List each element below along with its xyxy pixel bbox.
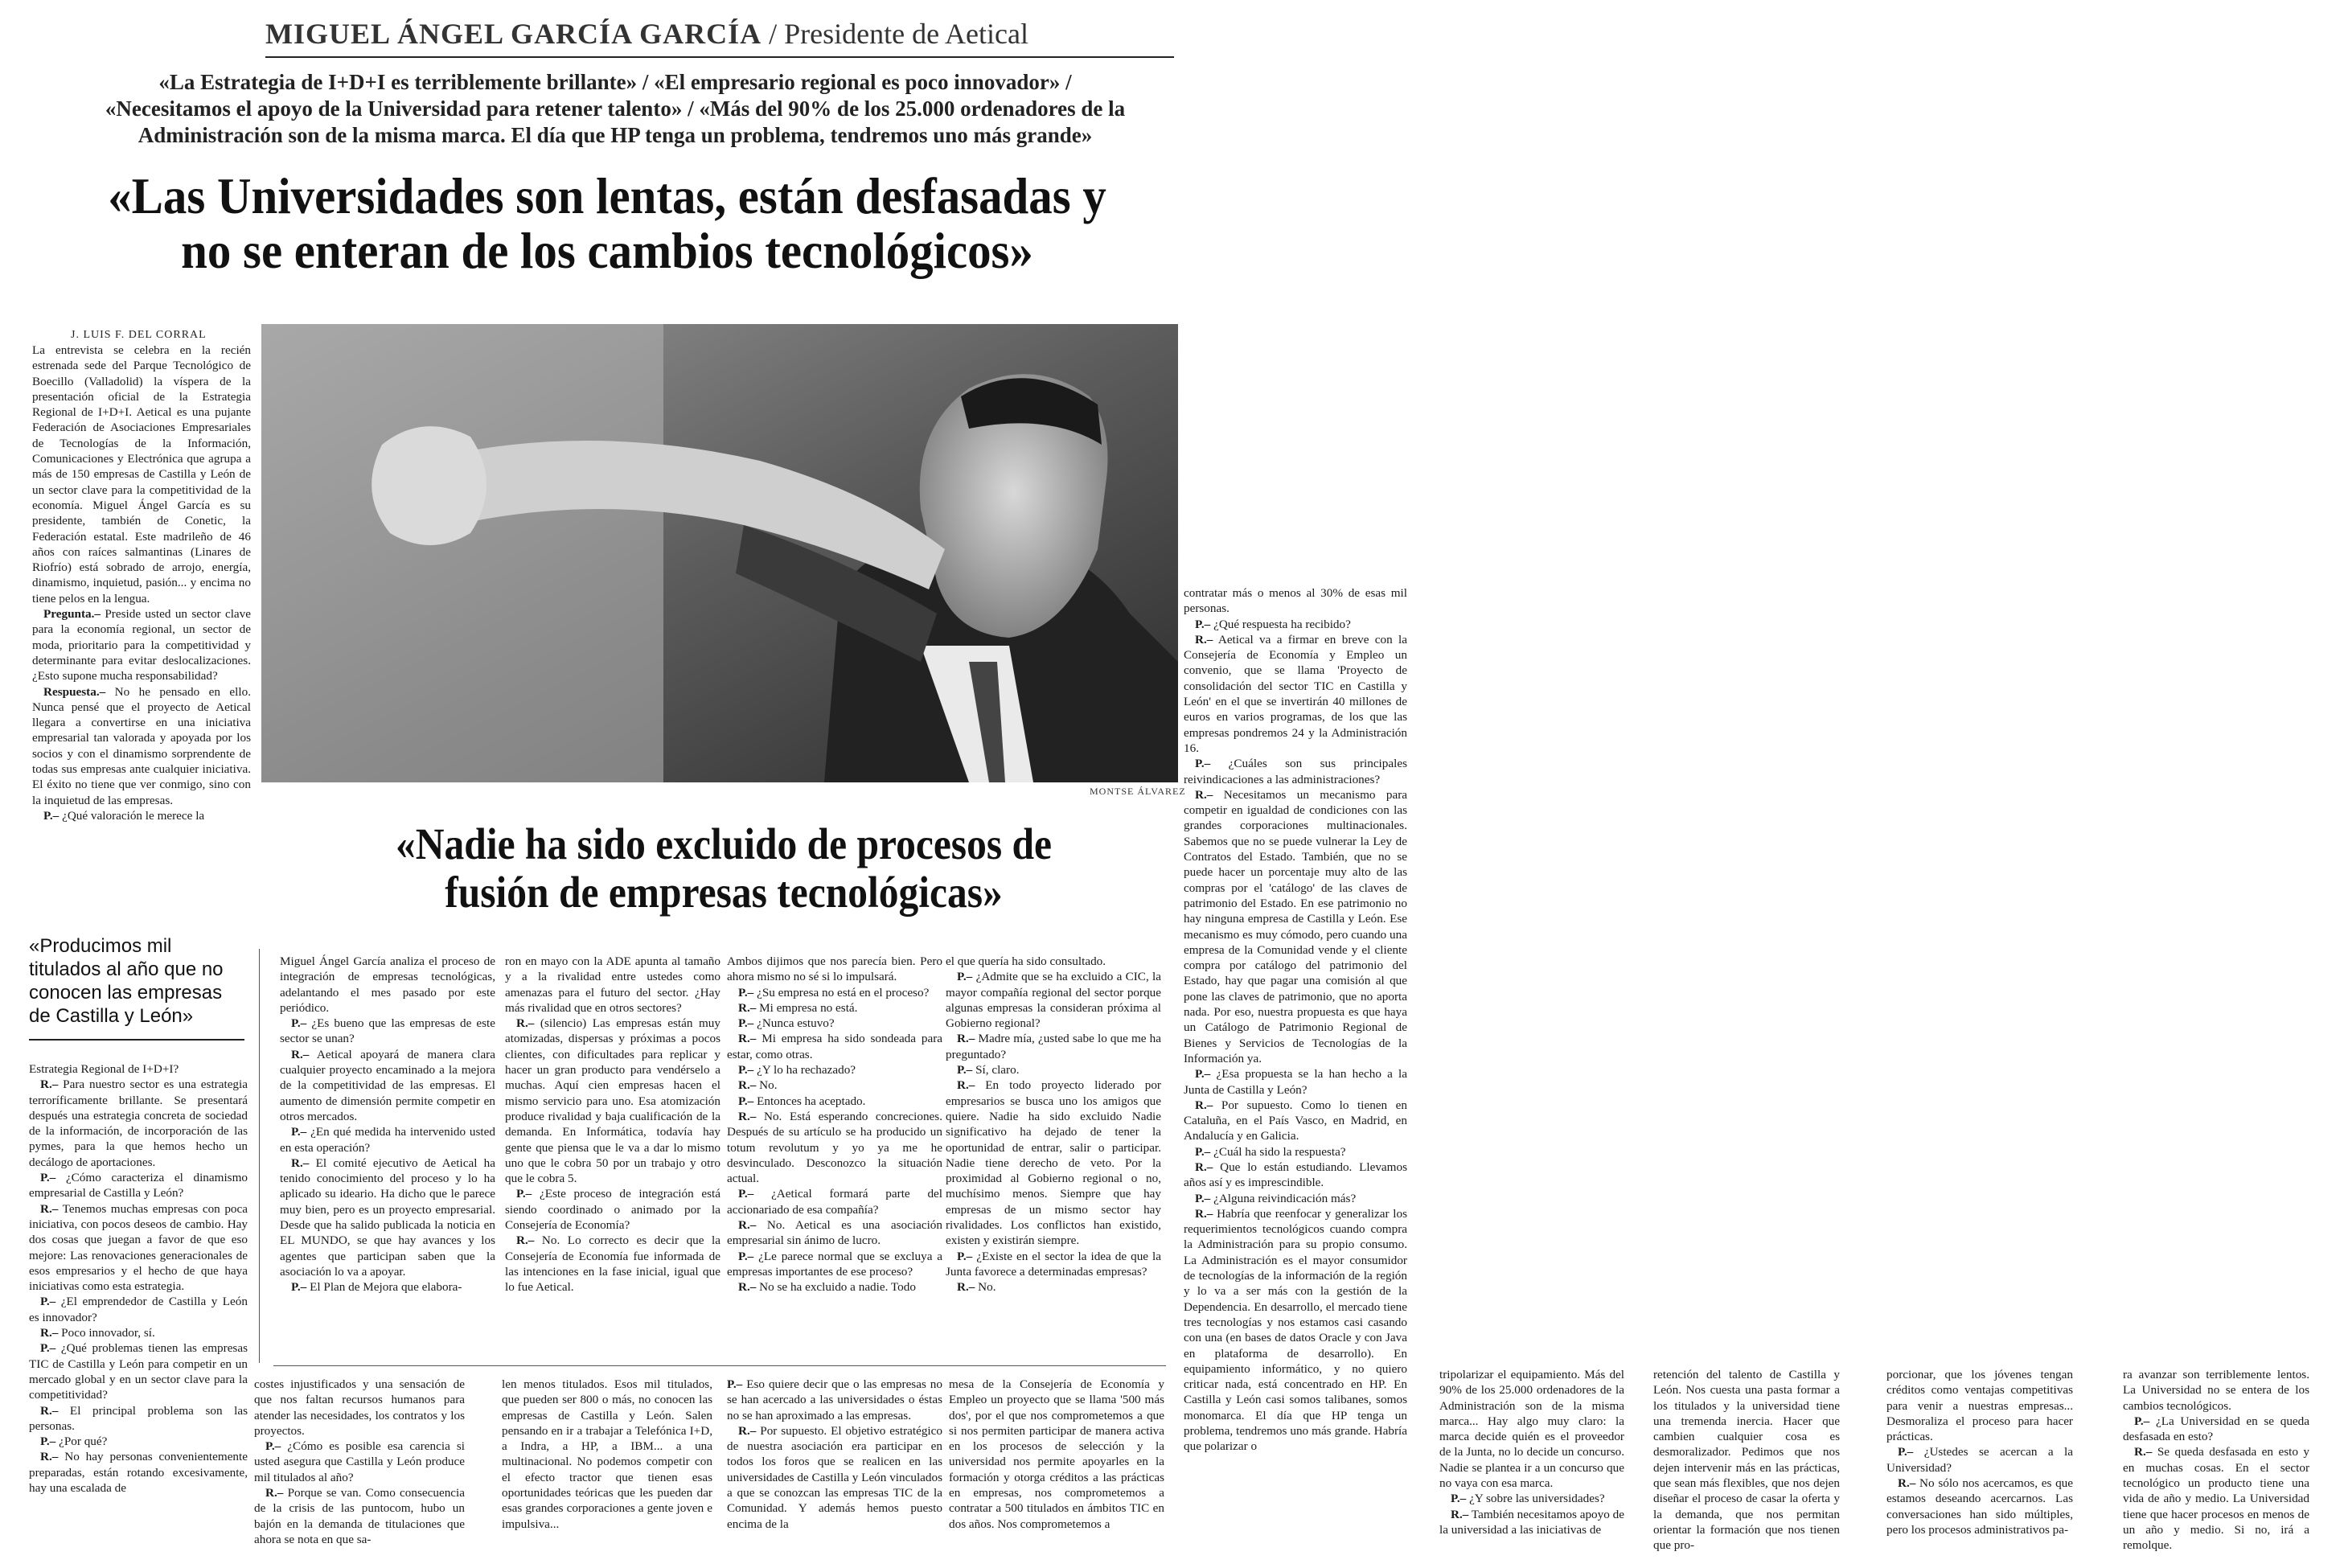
qa-marker: P.– [1195, 617, 1211, 631]
paragraph: R.– Mi empresa ha sido sondeada para estar, como otras. [727, 1032, 942, 1061]
sidebar-column-4 [946, 954, 1161, 1295]
paragraph: P.– ¿Este proceso de integración está siendo coordinado o animado por la Consejería de Economía? [505, 1187, 720, 1233]
qa-marker: Pregunta.– [43, 607, 101, 622]
bottom-column-4 [949, 1377, 1164, 1532]
paragraph: P.– ¿La Universidad en se queda desfasada en esto? [2123, 1414, 2309, 1444]
qa-marker: P.– [957, 1063, 973, 1077]
qa-marker: P.– [738, 1016, 754, 1031]
qa-marker: R.– [40, 1450, 59, 1464]
qa-marker: P.– [738, 1249, 754, 1263]
subquote-line: «La Estrategia de I+D+I es terriblemente brillante» / «El empresario regional es poco innovador» / [158, 70, 1072, 94]
paragraph: R.– No sólo nos acercamos, es que estamos deseando acercarnos. Las conversaciones han sido múltiples, pero los procesos administrativos pa- [1886, 1476, 2073, 1537]
secondary-headline [318, 820, 1129, 917]
paragraph: ra avanzar son terriblemente lentos. La Universidad no se entera de los cambios tecnológicos. [2123, 1368, 2309, 1413]
right-column [1184, 585, 1407, 1455]
qa-marker: P.– [291, 1016, 307, 1031]
qa-marker: R.– [1451, 1507, 1469, 1521]
paragraph: R.– Habría que reenfocar y generalizar los requerimientos tecnológicos cuando compra la Administración para su propio consumo. La Administración es el mayor consumidor de tecnologías de la información de la región y lo va a ser más con la gestión de la Dependencia. En desarrollo, el mercado tiene tres tecnologías y nos estamos casi casando con una (en bases de datos Oracle y con Java en plataforma de desarrollo). En equipamiento informático, y no quiero criticar nada, está concentrado en HP. En Castilla y León casi somos talibanes, somos monomarca. El día que HP tenga un problema, tendremos uno más grande. Habría que polarizar o [1184, 1206, 1407, 1454]
paragraph: R.– El comité ejecutivo de Aetical ha tenido conocimiento del proceso y lo ha aplicado su ideario. Ha dicho que le parece muy bien, pero es un proyecto empresarial. Desde que ha salido publicada la noticia en EL MUNDO, se que hay avances y los agentes que participan saben que la asociación lo va a apoyar. [280, 1155, 495, 1279]
qa-marker: R.– [957, 1032, 975, 1046]
paragraph: R.– Necesitamos un mecanismo para competir en igualdad de condiciones con las grandes corporaciones multinacionales. Sabemos que no se puede vulnerar la Ley de Contratos del Estado. También, que no se puede hacer un porcentaje muy alto de las compras por el 'catálogo' de las claves de patrimonio del Estado. En ese patrimonio no hay ninguna empresa de Castilla y León. Ese mecanismo es muy cómodo, pero cuando una empresa de la Comunidad vende y el cliente compra por catálogo del patrimonio del Estado, hay que pagar una comisión al que pone las claves de patrimonio, que no aporta nada. Por eso, nuestra propuesta es que haya un Catálogo de Patrimonio Regional de Bienes y Servicios de Tecnologías de la Información ya. [1184, 787, 1407, 1065]
qa-marker: R.– [738, 1280, 757, 1295]
qa-marker: P.– [43, 808, 60, 823]
photo-credit: MONTSE ÁLVAREZ [1090, 786, 1186, 797]
paragraph: P.– Entonces ha aceptado. [738, 1094, 866, 1108]
left-column-continued [29, 1061, 248, 1496]
qa-marker: R.– [1195, 787, 1213, 802]
sidebar-left-rule [259, 949, 260, 1363]
right-bottom-column-4 [2123, 1367, 2309, 1554]
paragraph: R.– Madre mía, ¿usted sabe lo que me ha preguntado? [946, 1032, 1161, 1061]
qa-marker: P.– [1195, 757, 1211, 771]
headline-line: no se enteran de los cambios tecnológicos» [181, 222, 1033, 279]
bottom-column-2 [502, 1377, 712, 1532]
paragraph: R.– No hay personas convenientemente preparadas, están rotando excesivamente, hay una escalada de [29, 1450, 248, 1496]
paragraph: R.– Por supuesto. Como lo tienen en Cataluña, en el País Vasco, en Madrid, en Andalucía y en Galicia. [1184, 1098, 1407, 1143]
paragraph: R.– Se queda desfasada en esto y en muchas cosas. En el sector tecnológico un producto tiene una vida de año y medio. La Universidad tiene que hacer procesos en menos de un año y medio. Si no, irá a remolque. [2123, 1445, 2309, 1553]
reporter-byline: J. LUIS F. DEL CORRAL [71, 329, 207, 341]
interviewee-name: MIGUEL ÁNGEL GARCÍA GARCÍA [265, 18, 762, 50]
paragraph: P.– ¿Qué problemas tienen las empresas TIC de Castilla y León para competir en un mercado global y en un sector clave para la competitividad? [29, 1341, 248, 1402]
qa-marker: P.– [738, 985, 754, 999]
paragraph: costes injustificados y una sensación de que nos faltan recursos humanos para atender las necesidades, los contratos y los proyectos. [254, 1377, 465, 1438]
paragraph: R.– No. [738, 1078, 778, 1093]
paragraph: P.– ¿Y sobre las universidades? [1451, 1492, 1605, 1506]
qa-marker: P.– [1195, 1144, 1211, 1159]
paragraph: R.– El principal problema son las personas. [29, 1403, 248, 1433]
paragraph: P.– ¿Esa propuesta se la han hecho a la Junta de Castilla y León? [1184, 1067, 1407, 1097]
qa-marker: R.– [738, 1423, 757, 1438]
qa-marker: R.– [40, 1403, 59, 1418]
paragraph: tripolarizar el equipamiento. Más del 90% de los 25.000 ordenadores de la Administración son de la misma marca... Hay algo muy claro: la marca decide quién es el proveedor de la Junta, no lo decide un concurso. Nadie se plantea ir a un concurso que no vaya con esa marca. [1439, 1368, 1624, 1491]
paragraph: contratar más o menos al 30% de esas mil personas. [1184, 586, 1407, 616]
paragraph: P.– ¿Y lo ha rechazado? [738, 1063, 856, 1077]
paragraph: P.– Eso quiere decir que o las empresas no se han acercado a las universidades o éstas no se han aproximado a las empresas. [727, 1377, 942, 1422]
paragraph: mesa de la Consejería de Economía y Empleo un proyecto que se llama '500 más dos', por el que nos comprometemos a que si nos permiten participar de manera activa en los procesos de selección y la universidad nos permite apoyarles en la formación y otorga créditos a las prácticas en empresas, nos comprometemos a contratar a 500 titulados en ámbitos TIC en dos años. Nos comprometemos a [949, 1377, 1164, 1531]
paragraph: P.– ¿El emprendedor de Castilla y León es innovador? [29, 1295, 248, 1324]
qa-marker: R.– [1195, 1098, 1213, 1112]
qa-marker: R.– [738, 1000, 757, 1015]
paragraph: P.– ¿Le parece normal que se excluya a empresas importantes de ese proceso? [727, 1249, 942, 1279]
right-bottom-column-3 [1886, 1367, 2073, 1537]
qa-marker: R.– [291, 1047, 310, 1061]
paragraph: R.– También necesitamos apoyo de la universidad a las iniciativas de [1439, 1507, 1624, 1537]
qa-marker: R.– [957, 1280, 975, 1295]
qa-marker: P.– [738, 1187, 754, 1201]
paragraph: R.– No. Lo correcto es decir que la Consejería de Economía fue informada de las intenciones en la fase inicial, igual que lo fue Aetical. [505, 1233, 720, 1295]
paragraph: Respuesta.– No he pensado en ello. Nunca pensé que el proyecto de Aetical llegara a convertirse en una iniciativa empresarial tan valorada y apoyada por los socios y con el dinamismo sorprendente de todas sus empresas ante cualquier iniciativa. El éxito no tiene que ver conmigo, sino con la inquietud de las empresas. [32, 684, 251, 807]
paragraph: R.– Aetical va a firmar en breve con la Consejería de Economía y Empleo un convenio, que se llama 'Proyecto de consolidación del sector TIC en Castilla y León' en el que se invertirán 40 millones de euros en varios programas, de los que las empresas pondremos 24 y la Administración 16. [1184, 632, 1407, 755]
sidebar-column-3 [727, 954, 942, 1295]
paragraph: La entrevista se celebra en la recién estrenada sede del Parque Tecnológico de Boecillo (Valladolid) la víspera de la presentación oficial de la Estrategia Regional de I+D+I. Aetical es una pujante Federación de Asociaciones Empresariales de Tecnologías de la Información, Comunicaciones y Electrónica que agrupa a más de 150 empresas de Castilla y León de un sector clave para la competitividad de la economía. Miguel Ángel García es su presidente, también de Conetic, la Federación estatal. Este madrileño de 46 años con raíces salmantinas (Linares de Riofrío) está sobrado de arrojo, energía, dinamismo, inquietud, pasión... y encima no tiene pelos en la lengua. [32, 343, 251, 605]
bottom-column-1 [254, 1377, 465, 1547]
paragraph: Ambos dijimos que nos parecía bien. Pero ahora mismo no sé si lo impulsará. [727, 954, 942, 984]
qa-marker: P.– [1451, 1492, 1467, 1506]
paragraph: R.– Poco innovador, sí. [40, 1326, 155, 1340]
paragraph: R.– Tenemos muchas empresas con poca iniciativa, con pocos deseos de cambio. Hay dos cosas que juegan a favor de que eso mejore: Las renovaciones generacionales de esos empresarios y el hecho de que haya iniciativas como esta estrategia. [29, 1201, 248, 1294]
qa-marker: R.– [957, 1078, 975, 1093]
qa-marker: P.– [1195, 1067, 1211, 1082]
paragraph: P.– ¿Nunca estuvo? [738, 1016, 835, 1031]
qa-marker: R.– [291, 1155, 310, 1170]
qa-marker: P.– [265, 1439, 281, 1454]
qa-marker: R.– [516, 1016, 535, 1031]
header-separator: / [762, 18, 785, 50]
qa-marker: R.– [1195, 1206, 1213, 1221]
qa-marker: P.– [516, 1187, 532, 1201]
qa-marker: R.– [516, 1233, 535, 1248]
qa-marker: R.– [1195, 1160, 1213, 1174]
qa-marker: P.– [291, 1280, 307, 1295]
paragraph: len menos titulados. Esos mil titulados, que pueden ser 800 o más, no conocen las empresas de Castilla y León. Salen pensando en ir a trabajar a Telefónica I+D, a Indra, a HP, a IBM... a una multinacional. No podemos competir con el efecto tractor que tienen esas oportunidades teóricas que les pueden dar esas grandes corporaciones a gente joven e impulsiva... [502, 1377, 712, 1531]
qa-marker: P.– [2134, 1414, 2150, 1428]
paragraph: Miguel Ángel García analiza el proceso de integración de empresas tecnológicas, adelantando el mes pasado por este periódico. [280, 954, 495, 1015]
intro-column [32, 343, 251, 823]
qa-marker: P.– [291, 1125, 307, 1139]
qa-marker: P.– [40, 1171, 56, 1185]
paragraph: R.– No. Aetical es una asociación empresarial sin ánimo de lucro. [727, 1218, 942, 1248]
paragraph: el que quería ha sido consultado. [946, 954, 1106, 968]
qa-marker: Respuesta.– [43, 684, 106, 699]
paragraph: P.– ¿Es bueno que las empresas de este sector se unan? [280, 1016, 495, 1046]
paragraph: R.– Porque se van. Como consecuencia de la crisis de las puntocom, hubo un bajón en la demanda de titulaciones que ahora se nota en que sa- [254, 1486, 465, 1546]
qa-marker: P.– [727, 1377, 743, 1391]
subquote-line: Administración son de la misma marca. El día que HP tenga un problema, tendremos uno más grande» [138, 123, 1093, 147]
qa-marker: R.– [738, 1078, 757, 1093]
paragraph: P.– ¿Admite que se ha excluido a CIC, la mayor compañía regional del sector porque algunas empresas la consideran próxima al Gobierno regional? [946, 970, 1161, 1031]
subquotes [56, 69, 1174, 149]
subhead-line: «Nadie ha sido excluido de procesos de [396, 819, 1052, 868]
paragraph: R.– Por supuesto. El objetivo estratégico de nuestra asociación era participar en todos los foros que se realicen en las universidades de Castilla y León vinculados a que se conozcan las empresas TIC de la Comunidad. Y además hemos puesto encima de la [727, 1423, 942, 1531]
qa-marker: P.– [957, 1249, 973, 1263]
paragraph: P.– ¿Aetical formará parte del accionariado de esa compañía? [727, 1187, 942, 1217]
subhead-line: fusión de empresas tecnológicas» [445, 868, 1003, 917]
paragraph: P.– ¿Ustedes se acercan a la Universidad? [1886, 1445, 2073, 1475]
qa-marker: P.– [738, 1094, 754, 1108]
right-bottom-column-2 [1653, 1367, 1840, 1554]
paragraph: R.– Mi empresa no está. [738, 1000, 858, 1015]
paragraph: R.– En todo proyecto liderado por empresarios se busca uno los amigos que quiere. Nadie ha sido excluido Nadie significativo ha dejado de tener la oportunidad de entrar, salir o participar. Nadie tiene derecho de veto. Por la proximidad al Gobierno regional o no, muchísimo menos. Siempre que hay empresas de un mismo sector hay rivalidades. Los conflictos han existido, existen y existirán siempre. [946, 1078, 1161, 1248]
byline-header [265, 13, 1174, 58]
paragraph: R.– Que lo están estudiando. Llevamos años así y es imprescindible. [1184, 1160, 1407, 1190]
paragraph: porcionar, que los jóvenes tengan créditos como ventajas competitivas para venir a nuestras empresas... Desmoraliza el proceso para hacer prácticas. [1886, 1368, 2073, 1444]
qa-marker: R.– [738, 1109, 757, 1123]
paragraph: P.– ¿Qué respuesta ha recibido? [1195, 617, 1351, 631]
qa-marker: R.– [40, 1077, 59, 1092]
qa-marker: P.– [957, 970, 973, 984]
paragraph: retención del talento de Castilla y León. Nos cuesta una pasta formar a los titulados y la universidad tiene una tremenda inercia. Hacer que cambien cualquier cosa es desmoralizador. Pedimos que nos dejen intervenir más en las prácticas, que sean más flexibles, que nos dejen diseñar el proceso de casar la oferta y la demanda, que nos permitan orientar la formación que nos tienen que pro- [1653, 1368, 1840, 1553]
qa-marker: P.– [40, 1435, 56, 1449]
qa-marker: R.– [1898, 1476, 1916, 1491]
qa-marker: P.– [40, 1341, 56, 1356]
bottom-column-3 [727, 1377, 942, 1532]
paragraph: R.– No. [957, 1280, 996, 1295]
qa-marker: R.– [1195, 632, 1213, 646]
interviewee-role: Presidente de Aetical [784, 18, 1028, 50]
sidebar-bottom-rule [273, 1365, 1166, 1366]
paragraph: P.– ¿Cómo caracteriza el dinamismo empresarial de Castilla y León? [29, 1171, 248, 1201]
paragraph: R.– (silencio) Las empresas están muy atomizadas, dispersas y próximas a pocos clientes, con dificultades para replicar y hacer un gran producto para vendérselo a muchas. Aquí cien empresas hacen el mismo servicio para uno. Esa atomización produce rivalidad y baja cualificación de la demanda. En Informática, todavía hay gente que piensa que le va a dar lo mismo uno que le cobra 50 por un trabajo y otro que le cobra 5. [505, 1016, 720, 1186]
qa-marker: P.– [40, 1295, 56, 1309]
qa-marker: R.– [40, 1201, 59, 1216]
qa-marker: P.– [1898, 1445, 1914, 1459]
paragraph: Estrategia Regional de I+D+I? [29, 1062, 179, 1076]
paragraph: P.– ¿Alguna reivindicación más? [1195, 1191, 1357, 1205]
sidebar-column-2 [505, 954, 720, 1295]
paragraph: P.– Sí, claro. [957, 1063, 1020, 1077]
headline-line: «Las Universidades son lentas, están desfasadas y [108, 167, 1106, 224]
paragraph: R.– No se ha excluido a nadie. Todo [738, 1280, 916, 1295]
paragraph: Pregunta.– Preside usted un sector clave para la economía regional, un sector de moda, prioritario para la competitividad y determinante para evitar deslocalizaciones. ¿Esto supone mucha responsabilidad? [32, 607, 251, 683]
interview-photo [261, 324, 1178, 782]
paragraph: P.– El Plan de Mejora que elabora- [291, 1280, 462, 1295]
qa-marker: R.– [738, 1218, 757, 1233]
qa-marker: R.– [40, 1326, 59, 1340]
paragraph: R.– Para nuestro sector es una estrategia terroríficamente brillante. Se presentará después una estrategia concreta de sociedad de la información, de incorporación de las pymes, para la que hemos hecho un decálogo de aportaciones. [29, 1077, 248, 1169]
main-headline [78, 169, 1136, 278]
paragraph: P.– ¿Por qué? [40, 1435, 108, 1449]
paragraph: P.– ¿Cuál ha sido la respuesta? [1195, 1144, 1346, 1159]
qa-marker: R.– [738, 1032, 757, 1046]
paragraph: P.– ¿Existe en el sector la idea de que la Junta favorece a determinadas empresas? [946, 1249, 1161, 1279]
qa-marker: R.– [2134, 1445, 2153, 1459]
subquote-line: «Necesitamos el apoyo de la Universidad para retener talento» / «Más del 90% de los 25.000 ordenadores de la [105, 96, 1126, 121]
portrait-illustration [261, 324, 1178, 782]
paragraph: R.– No. Está esperando concreciones. Después de su artículo se ha producido un totum revolutum y yo ya me he desvinculado. Desconozco la situación actual. [727, 1109, 942, 1186]
paragraph: P.– ¿Su empresa no está en el proceso? [738, 985, 930, 999]
qa-marker: P.– [1195, 1191, 1211, 1205]
paragraph: R.– Aetical apoyará de manera clara cualquier proyecto encaminado a la mejora de la competitividad de las empresas. El aumento de dimensión permite competir en otros mercados. [280, 1047, 495, 1123]
paragraph: P.– ¿Cómo es posible esa carencia si usted asegura que Castilla y León produce mil titulados al año? [254, 1439, 465, 1484]
qa-marker: P.– [738, 1063, 754, 1077]
right-bottom-column-1 [1439, 1367, 1624, 1537]
paragraph: P.– ¿Cuáles son sus principales reivindicaciones a las administraciones? [1184, 757, 1407, 786]
paragraph: P.– ¿Qué valoración le merece la [43, 808, 205, 823]
qa-marker: R.– [265, 1486, 284, 1500]
pull-quote: «Producimos mil titulados al año que no conocen las empresas de Castilla y León» [29, 934, 244, 1041]
paragraph: ron en mayo con la ADE apunta al tamaño y a la rivalidad entre ustedes como amenazas para el futuro del sector. ¿Hay más rivalidad que en otros sectores? [505, 954, 720, 1015]
sidebar-column-1 [280, 954, 495, 1295]
paragraph: P.– ¿En qué medida ha intervenido usted en esta operación? [280, 1125, 495, 1155]
